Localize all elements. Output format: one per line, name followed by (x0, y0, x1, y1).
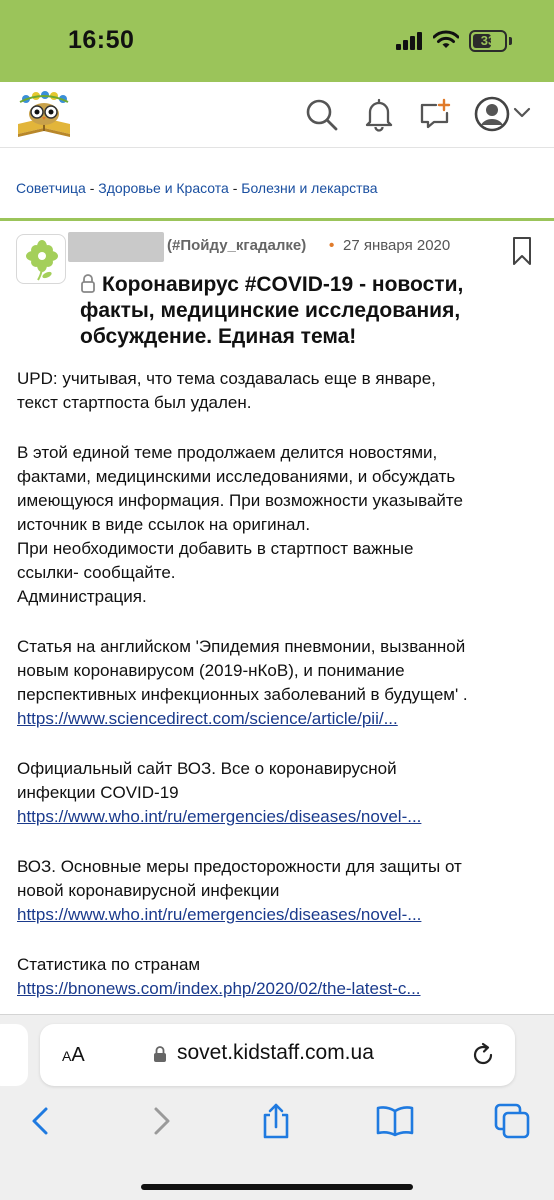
bookmark-icon[interactable] (512, 236, 532, 266)
link-who-covid[interactable]: https://www.who.int/ru/emergencies/diseases/novel-... (17, 807, 422, 826)
battery-icon (469, 30, 507, 52)
body-line: новой коронавирусной инфекции (17, 881, 280, 900)
search-icon[interactable] (303, 96, 339, 132)
battery-level: 33 (480, 33, 496, 48)
previous-tab-card[interactable] (0, 1024, 28, 1086)
breadcrumb-link-diseases[interactable]: Болезни и лекарства (241, 180, 378, 196)
reload-icon[interactable] (470, 1042, 496, 1068)
reader-settings-button[interactable]: AA (62, 1044, 85, 1066)
header-divider (0, 218, 554, 221)
breadcrumb-link-sovetchitsa[interactable]: Советчица (16, 180, 86, 196)
link-sciencedirect[interactable]: https://www.sciencedirect.com/science/article/pii/... (17, 709, 398, 728)
post-date: 27 января 2020 (343, 237, 451, 254)
back-icon[interactable] (22, 1103, 62, 1139)
post-body (17, 367, 542, 1001)
wifi-icon (433, 30, 459, 50)
bell-icon[interactable] (361, 96, 397, 132)
body-line: имеющуюся информация. При возможности указывайте (17, 491, 463, 510)
user-avatar-icon[interactable] (474, 96, 510, 132)
forward-icon[interactable] (142, 1103, 182, 1139)
bookmarks-icon[interactable] (375, 1103, 415, 1139)
body-line: текст стартпоста был удален. (17, 393, 252, 412)
body-line: ВОЗ. Основные меры предосторожности для защиты от (17, 857, 462, 876)
status-time: 16:50 (68, 26, 135, 54)
body-line: Статистика по странам (17, 955, 201, 974)
cellular-signal-icon (396, 32, 424, 50)
body-line: В этой единой теме продолжаем делится новостями, (17, 443, 438, 462)
body-line: фактами, медицинскими исследованиями, и обсуждать (17, 467, 456, 486)
body-line: новым коронавирусом (2019-нКоВ), и понимание (17, 661, 405, 680)
body-line: UPD: учитывая, что тема создавалась еще в январе, (17, 369, 436, 388)
author-tag[interactable]: (#Пойду_кгадалке) (167, 237, 307, 254)
status-bar (0, 0, 554, 82)
body-line: инфекции COVID-19 (17, 783, 179, 802)
kidstaff-logo[interactable] (14, 90, 74, 140)
breadcrumb (16, 180, 378, 196)
body-line: Статья на английском 'Эпидемия пневмонии, вызванной (17, 637, 466, 656)
chat-add-icon[interactable] (417, 96, 453, 132)
body-line: источник в виде ссылок на оригинал. (17, 515, 311, 534)
link-who-precautions[interactable]: https://www.who.int/ru/emergencies/diseases/novel-... (17, 905, 422, 924)
home-indicator (141, 1184, 413, 1190)
chevron-down-icon[interactable] (513, 106, 531, 120)
body-line: ссылки- сообщайте. (17, 563, 176, 582)
meta-separator-dot: • (329, 237, 335, 254)
author-name-redacted[interactable] (68, 232, 164, 262)
flower-icon (17, 235, 67, 285)
site-header (0, 82, 554, 148)
breadcrumb-link-health[interactable]: Здоровье и Красота (98, 180, 229, 196)
body-line: Официальный сайт ВОЗ. Все о коронавирусной (17, 759, 397, 778)
lock-icon (80, 273, 96, 293)
author-avatar[interactable] (16, 234, 66, 284)
url-text[interactable]: sovet.kidstaff.com.ua (177, 1041, 374, 1064)
breadcrumb-separator: - (85, 180, 99, 196)
post-title: Коронавирус #COVID-19 - новости, факты, медицинские исследования, обсуждение. Единая тема! (80, 273, 464, 348)
body-line: Администрация. (17, 587, 147, 606)
address-bar[interactable] (40, 1024, 515, 1086)
breadcrumb-separator: - (228, 180, 242, 196)
share-icon[interactable] (256, 1103, 296, 1139)
body-line: перспективных инфекционных заболеваний в будущем' . (17, 685, 468, 704)
post-title-block (80, 272, 540, 350)
lock-icon (153, 1045, 167, 1063)
body-line: При необходимости добавить в стартпост важные (17, 539, 414, 558)
link-bnonews[interactable]: https://bnonews.com/index.php/2020/02/the-latest-c... (17, 979, 421, 998)
tabs-icon[interactable] (492, 1103, 532, 1139)
